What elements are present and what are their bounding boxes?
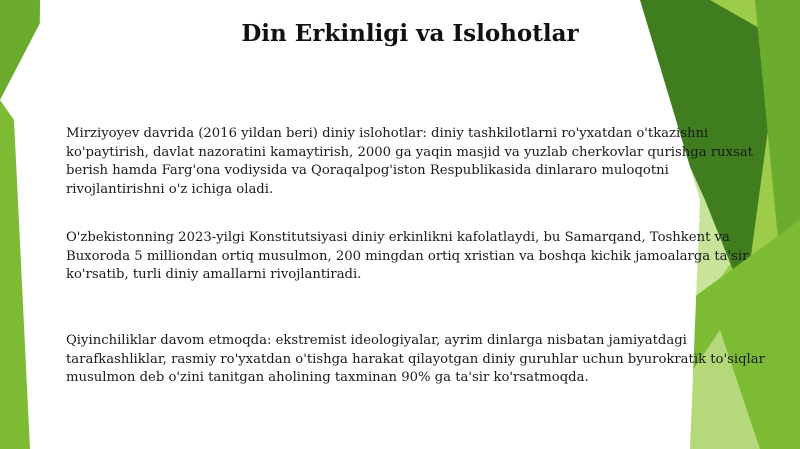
slide-title: Din Erkinligi va Islohotlar [241,20,579,47]
paragraph-constitution: O'zbekistonning 2023-yilgi Konstitutsiyasi diniy erkinlikni kafolatlaydi, bu Samarqand, Toshkent va Buxoroda 5 milliondan ortiq musulmon, 200 mingdan ortiq xristian va boshqa kichik jamoalarga ta'sir ko'rsatib, turli diniy amallarni rivojlantiradi. [66,230,749,282]
left-green-strip-lower [0,100,30,449]
paragraph-reforms: Mirziyoyev davrida (2016 yildan beri) diniy islohotlar: diniy tashkilotlarni ro'yxatdan o'tkazishni ko'paytirish, davlat nazoratini kamaytirish, 2000 ga yaqin masjid va yuzlab cherkovlar qurishga ruxsat berish hamda Farg'ona vodiysida va Qoraqalpog'iston Respublikasida dinlararo muloqotni rivojlantirishni o'z ichiga oladi. [66,126,753,197]
paragraph-challenges: Qiyinchiliklar davom etmoqda: ekstremist ideologiyalar, ayrim dinlarga nisbatan jamiyatdagi tarafkashliklar, rasmiy ro'yxatdan o'tishga harakat qilayotgan diniy guruhlar uchun byurokratik to'siqlar musulmon deb o'zini tanitgan aholining taxminan 90% ga ta'sir ko'rsatmoqda. [66,333,765,385]
